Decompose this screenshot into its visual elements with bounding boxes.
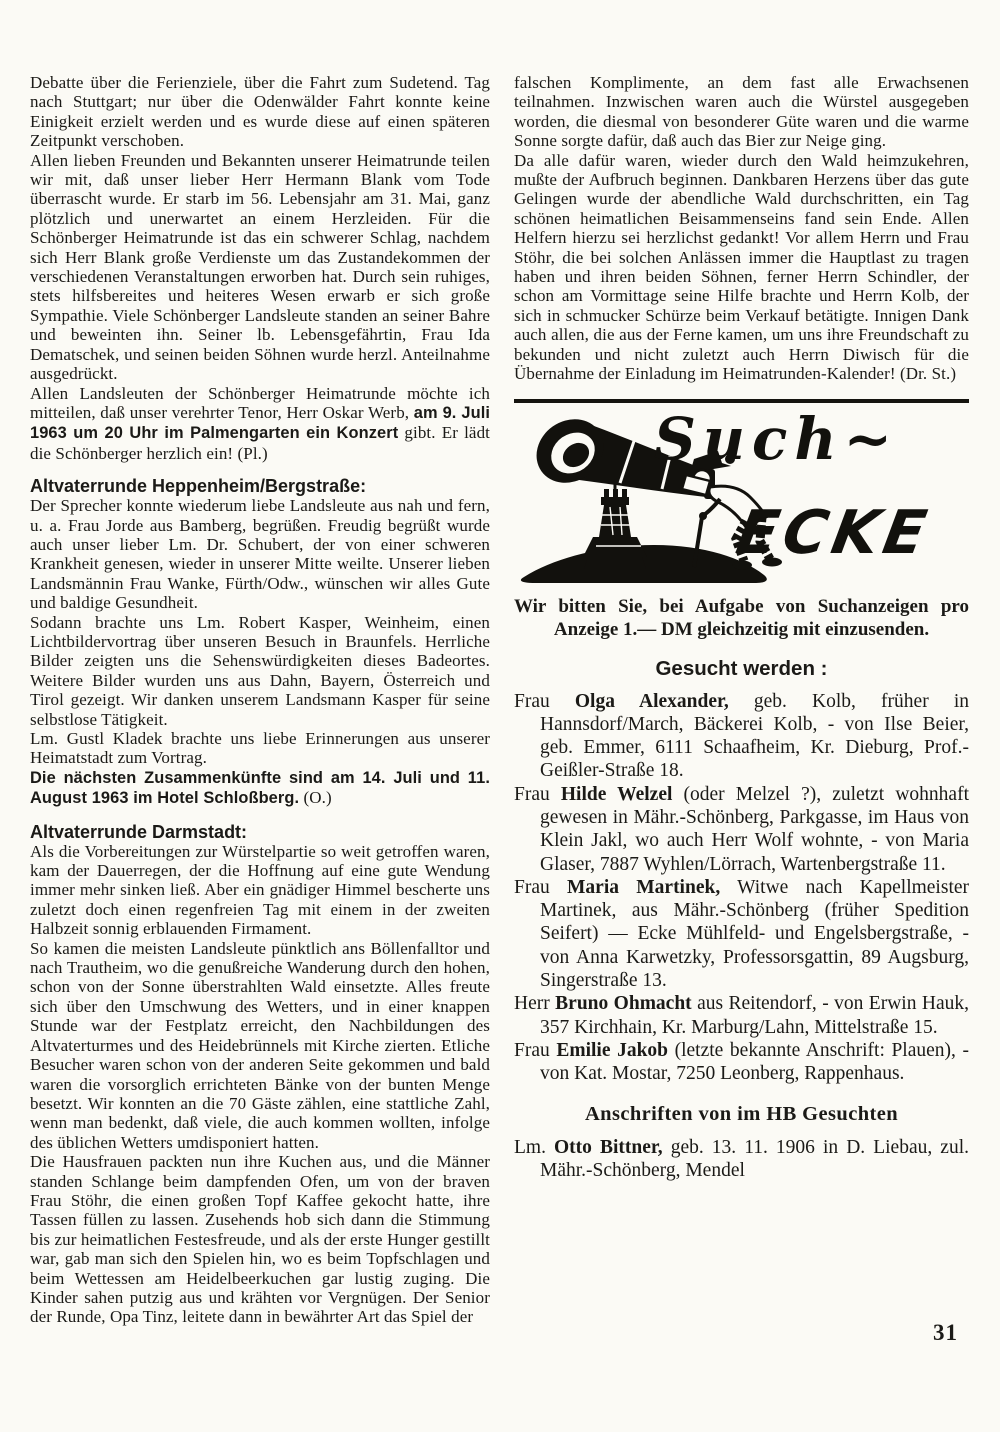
body-paragraph: Debatte über die Ferienziele, über die Fahrt zum Sudetend. Tag nach Stuttgart; nur über die Odenwälder Fahrt konnte keine Einigkeit erzielt werden und es wurde diese auf einen späteren Zeitpunkt verschoben. (30, 73, 490, 151)
entry-details: Witwe nach Kapellmeister Martinek, aus Mähr.-Schönberg (früher Spedition Seifert) — Ecke Mühlfeld- und Engelsbergstraße, - von Anna Karwetzky, Professorsgattin, 89 Augsburg, Singerstraße 13. (540, 876, 970, 992)
entry-details: geb. Kolb, früher in Hannsdorf/March, Bäckerei Kolb, - von Ilse Beier, geb. Emmer, 6111 Schaafheim, Kr. Dieburg, Prof.-Geißler-Straße 18. (540, 690, 969, 782)
body-paragraph: Der Sprecher konnte wiederum liebe Landsleute aus nah und fern, u. a. Frau Jorde aus Bamberg, begrüßen. Freudig begrüßt wurde auch unser lieber Lm. Dr. Schubert, der von einer schweren Krankheit genesen, wieder in unserer Mitte weilte. Unserer lieben Landsmännin Frau Wanke, Fürth/Odw., wünschen wir alles Gute und baldige Gesundheit. (30, 496, 490, 613)
body-paragraph: Lm. Gustl Kladek brachte uns liebe Erinnerungen aus unserer Heimatstadt zum Vortrag. (30, 729, 490, 768)
entry-prefix: Frau (514, 1039, 557, 1061)
horizontal-divider (514, 399, 969, 403)
such-script-text: Such~ (654, 408, 900, 473)
search-entry (514, 876, 969, 992)
search-entry (514, 690, 969, 783)
concert-announcement-bold: am 9. Juli 1963 um 20 Uhr im Palmengarten ein Konzert (30, 403, 490, 443)
left-column (30, 73, 490, 1327)
entry-details: geb. 13. 11. 1906 in D. Liebau, zul. Mähr.-Schönberg, Mendel (540, 1136, 969, 1181)
suchanzeigen-fee-notice: Wir bitten Sie, bei Aufgabe von Suchanzeigen pro Anzeige 1.— DM gleichzeitig mit einzusenden. (514, 595, 969, 640)
such-ecke-logo (514, 409, 969, 585)
search-entry (514, 1039, 969, 1086)
gesucht-werden-heading: Gesucht werden : (655, 656, 828, 680)
body-paragraph: falschen Komplimente, an dem fast alle Erwachsenen teilnahmen. Inzwischen waren auch die Würstel ausgegeben worden, die diesmal von besonderer Güte waren und die warme Sonne sorgte dafür, daß auch das Bier zur Neige ging. (514, 73, 969, 151)
search-entry (514, 992, 969, 1039)
entry-details: (letzte bekannte Anschrift: Plauen), - von Kat. Mostar, 7250 Leonberg, Rappenhaus. (540, 1039, 969, 1085)
right-column (514, 73, 969, 1182)
telescope-man-illustration (514, 409, 969, 585)
search-entry (514, 1136, 969, 1183)
entry-person-name: Olga Alexander, (574, 690, 729, 712)
entry-details: (oder Melzel ?), zuletzt wohnhaft gewesen in Mähr.-Schönberg, Parkgasse, im Haus von Klein Jakl, wo auch Herr Wolf wohnte, - von Maria Glaser, 7887 Wyhlen/Lörrach, Wartenbergstraße 11. (540, 783, 969, 875)
entry-prefix: Frau (514, 876, 568, 898)
body-paragraph (30, 768, 490, 809)
ecke-caps-text: ECKE (731, 497, 937, 568)
entry-prefix: Frau (514, 690, 575, 712)
body-paragraph: Die Hausfrauen packten nun ihre Kuchen aus, und die Männer standen Schlange beim dampfenden Ofen, um von der braven Frau Stöhr, die einen großen Topf Kaffee gekocht hatte, ihre Tassen füllen zu lassen. Zusehends hob sich dann die Stimmung bis zur heimatlichen Festesfreude, und als der erste Hunger gestillt war, gab man sich den Spielen hin, wo es beim Topfschlagen und beim Wettessen am Heidelbeerkuchen gar lustig zuging. Die Kinder sahen putzig aus und krähten vor Vergnügen. Der Senior der Runde, Opa Tinz, leitete dann in bewährter Art das Spiel der (30, 1152, 490, 1327)
tower-icon (583, 477, 647, 569)
section-heading-darmstadt: Altvaterrunde Darmstadt: (30, 821, 248, 842)
body-paragraph (30, 384, 490, 464)
entry-prefix: Herr (514, 993, 556, 1015)
search-entry (514, 783, 969, 876)
entry-prefix: Lm. (514, 1136, 555, 1158)
body-paragraph: So kamen die meisten Landsleute pünktlich ans Böllenfalltor und nach Trautheim, wo die genußreiche Wanderung durch den hohen, schon von der Sonne überstrahlten Wald einsetzte. Alles freute sich über den Umschwung des Wetters, und in einer knappen Stunde war der Festplatz erreicht, den Nachbildungen des Altvaterturmes und des Heidebrünnels mit Kirche zierten. Etliche Besucher waren schon von der anderen Seite gekommen und bald waren die vorsorglich errichteten Bänke von der bunten Menge besetzt. Wir konnten an die 70 Gäste zählen, eine stattliche Zahl, wenn man bedenkt, daß viele, die auch kommen wollten, infolge des üblichen Wetters umdisponiert hatten. (30, 938, 490, 1152)
entry-prefix: Frau (514, 783, 561, 805)
section-heading-heppenheim: Altvaterrunde Heppenheim/Bergstraße: (30, 476, 367, 497)
anschriften-heading: Anschriften von im HB Gesuchten (584, 1102, 899, 1125)
entry-person-name: Bruno Ohmacht (555, 993, 692, 1015)
entry-person-name: Maria Martinek, (567, 876, 721, 898)
paragraph-text: gibt. Er lädt die Schönberger herzlich ein! (Pl.) (30, 423, 490, 463)
body-paragraph: Allen lieben Freunden und Bekannten unserer Heimatrunde teilen wir mit, daß unser lieber Herr Hermann Blank vom Tode überrascht wurde. Er starb im 56. Lebensjahr am 31. Mai, ganz plötzlich und unerwartet an einem Herzleiden. Für die Schönberger Heimatrunde ist das ein schwerer Schlag, nachdem sich Herr Blank große Verdienste um das Zustandekommen der verschiedenen Veranstaltungen erworben hat. Durch sein ruhiges, stets hilfsbereites und heiteres Wesen erwarb er sich große Sympathie. Viele Schönberger Landsleute standen an seiner Bahre und beweinten ihn. Seiner lb. Lebensgefährtin, Frau Ida Dematschek, und seinen beiden Söhnen wurde herzl. Anteilnahme ausgedrückt. (30, 150, 490, 384)
entry-details: aus Reitendorf, - von Erwin Hauk, 357 Kirchhain, Kr. Marburg/Lahn, Mittelstraße 15. (540, 993, 969, 1038)
entry-person-name: Hilde Welzel (560, 783, 673, 805)
entry-person-name: Otto Bittner, (554, 1136, 663, 1158)
paragraph-text: (O.) (299, 788, 332, 808)
paragraph-text: Allen Landsleuten der Schönberger Heimatrunde möchte ich mitteilen, daß unser verehrter Tenor, Herr Oskar Werb, (30, 383, 490, 422)
body-paragraph: Sodann brachte uns Lm. Robert Kasper, Weinheim, einen Lichtbildervortrag über unseren Besuch in Braunfels. Herrliche Bilder zeigten uns die Sehenswürdigkeiten dieses Badeortes. Weitere Bilder wurden uns aus Dahn, Bayern, Österreich und Tirol gezeigt. Wir danken unserem Landsmann Kasper für seine selbstlose Tätigkeit. (30, 612, 490, 729)
entry-person-name: Emilie Jakob (556, 1039, 669, 1061)
body-paragraph: Als die Vorbereitungen zur Würstelpartie so weit getroffen waren, kam der Dauerregen, der die Hoffnung auf eine gute Wendung immer mehr sinken ließ. Aber ein gnädiger Himmel bescherte uns zuletzt doch einen regenfreien Tag mit einem in der zweiten Halbzeit sonnig erblauenden Firmament. (30, 841, 490, 939)
body-paragraph: Da alle dafür waren, wieder durch den Wald heimzukehren, mußte der Aufbruch beginnen. Dankbaren Herzens über das gute Gelingen wurde der abendliche Wald durchschritten, ein Tag schönen heimatlichen Beisammenseins fand sein Ende. Allen Helfern hierzu sei herzlichst gedankt! Vor allem Herrn und Frau Stöhr, die bei solchen Anlässen immer die Hauptlast zu tragen haben und ihren beiden Söhnen, ferner Herrn Schindler, der schon am Vormittage seine Hilfe brachte und Herrn Kolb, der sich in schmucker Schürze beim Verkauf betätigte. Innigen Dank auch allen, die aus der Ferne kamen, um uns ihre Freundschaft zu bekunden und nicht zuletzt auch Herrn Diwisch für die Übernahme der Einladung im Heimatrunden-Kalender! (Dr. St.) (514, 150, 969, 384)
next-meetings-bold: Die nächsten Zusammenkünfte sind am 14. Juli und 11. August 1963 im Hotel Schloßberg. (30, 768, 490, 808)
page-number: 31 (933, 1320, 958, 1345)
